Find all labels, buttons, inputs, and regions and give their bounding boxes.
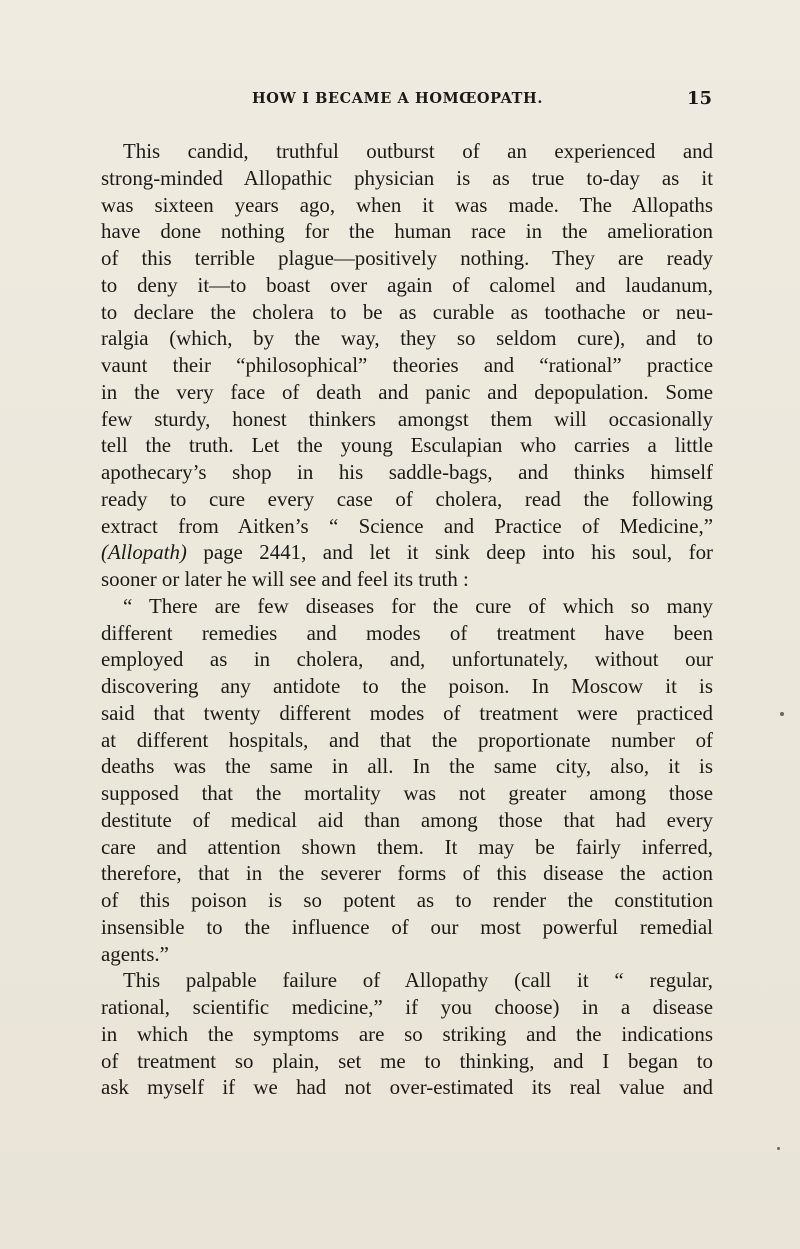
text-line bbox=[101, 860, 713, 887]
text-line bbox=[101, 566, 713, 593]
line-text: sooner or later he will see and feel its truth : bbox=[101, 567, 469, 591]
line-text: few sturdy, honest thinkers amongst them will occasionally bbox=[101, 406, 713, 431]
line-text: said that twenty different modes of treatment were practiced bbox=[101, 700, 713, 725]
text-line bbox=[101, 352, 713, 379]
text-line bbox=[101, 539, 713, 566]
text-line bbox=[101, 459, 713, 486]
line-text: discovering any antidote to the poison. In Moscow it is bbox=[101, 674, 713, 698]
text-line bbox=[101, 138, 713, 165]
text-line bbox=[101, 1074, 713, 1101]
line-text: to deny it—to boast over again of calomel and laudanum, bbox=[101, 272, 713, 297]
page-speck bbox=[777, 1147, 780, 1150]
text-line bbox=[101, 887, 713, 914]
text-line bbox=[101, 727, 713, 754]
line-text: at different hospitals, and that the proportionate number of bbox=[101, 727, 713, 752]
text-line bbox=[101, 753, 713, 780]
text-line bbox=[101, 218, 713, 245]
italic-text: (Allopath) bbox=[101, 540, 187, 565]
line-text: supposed that the mortality was not greater among those bbox=[101, 781, 713, 805]
line-text: employed as in cholera, and, unfortunately, without our bbox=[101, 647, 713, 672]
line-text: This candid, truthful outburst of an experienced and bbox=[123, 139, 713, 163]
line-text: in the very face of death and panic and depopulation. Some bbox=[101, 379, 713, 404]
line-text: apothecary’s shop in his saddle-bags, and thinks himself bbox=[101, 460, 713, 484]
line-text: destitute of medical aid than among those that had every bbox=[101, 807, 713, 832]
text-line bbox=[101, 807, 713, 834]
line-text: was sixteen years ago, when it was made. The Allopaths bbox=[101, 192, 713, 217]
page-number: 15 bbox=[686, 88, 712, 109]
text-line bbox=[101, 486, 713, 513]
line-text: extract from Aitken’s “ Science and Practice of Medicine,” bbox=[101, 513, 713, 538]
line-text: different remedies and modes of treatment have been bbox=[101, 620, 713, 645]
line-text: of this terrible plague—positively nothing. They are ready bbox=[101, 246, 713, 270]
running-head bbox=[252, 88, 712, 112]
line-text: tell the truth. Let the young Esculapian who carries a little bbox=[101, 433, 713, 458]
text-line bbox=[101, 165, 713, 192]
line-text: in which the symptoms are so striking and the indications bbox=[101, 1021, 713, 1046]
text-line bbox=[101, 646, 713, 673]
body-text bbox=[101, 138, 713, 1101]
text-line bbox=[101, 513, 713, 540]
text-line bbox=[101, 967, 713, 994]
text-line bbox=[101, 834, 713, 861]
text-line bbox=[101, 620, 713, 647]
text-line bbox=[101, 325, 713, 352]
line-text: deaths was the same in all. In the same city, also, it is bbox=[101, 754, 713, 779]
line-text: of treatment so plain, set me to thinking, and I began to bbox=[101, 1048, 713, 1073]
line-text: of this poison is so potent as to render the constitution bbox=[101, 888, 713, 912]
line-text: agents.” bbox=[101, 941, 169, 966]
line-text: page 2441, and let it sink deep into his soul, for bbox=[203, 540, 713, 565]
line-text: insensible to the influence of our most powerful remedial bbox=[101, 914, 713, 939]
line-text: rational, scientific medicine,” if you choose) in a disease bbox=[101, 995, 713, 1019]
line-text: This palpable failure of Allopathy (call it “ regular, bbox=[123, 968, 713, 993]
text-line bbox=[101, 593, 713, 620]
text-line bbox=[101, 700, 713, 727]
text-line bbox=[101, 272, 713, 299]
text-line bbox=[101, 245, 713, 272]
text-line bbox=[101, 379, 713, 406]
text-line bbox=[101, 299, 713, 326]
text-line bbox=[101, 1048, 713, 1075]
text-line bbox=[101, 914, 713, 941]
line-text: strong-minded Allopathic physician is as true to-day as it bbox=[101, 165, 713, 190]
line-text: to declare the cholera to be as curable as toothache or neu- bbox=[101, 299, 713, 324]
line-text: vaunt their “philosophical” theories and “rational” practice bbox=[101, 353, 713, 377]
line-text: “ There are few diseases for the cure of which so many bbox=[123, 593, 713, 618]
text-line bbox=[101, 192, 713, 219]
line-text: therefore, that in the severer forms of this disease the action bbox=[101, 861, 713, 886]
line-text: ask myself if we had not over-estimated its real value and bbox=[101, 1075, 713, 1100]
text-line bbox=[101, 406, 713, 433]
page-speck bbox=[780, 712, 784, 716]
running-title: HOW I BECAME A HOMŒOPATH. bbox=[252, 90, 544, 107]
text-line bbox=[101, 432, 713, 459]
line-text: care and attention shown them. It may be fairly inferred, bbox=[101, 834, 713, 859]
text-line bbox=[101, 994, 713, 1021]
text-line bbox=[101, 941, 713, 968]
text-line bbox=[101, 780, 713, 807]
line-text: ready to cure every case of cholera, read the following bbox=[101, 486, 713, 511]
line-text: have done nothing for the human race in the amelioration bbox=[101, 219, 713, 244]
text-line bbox=[101, 1021, 713, 1048]
line-text: ralgia (which, by the way, they so seldom cure), and to bbox=[101, 326, 713, 351]
text-line bbox=[101, 673, 713, 700]
